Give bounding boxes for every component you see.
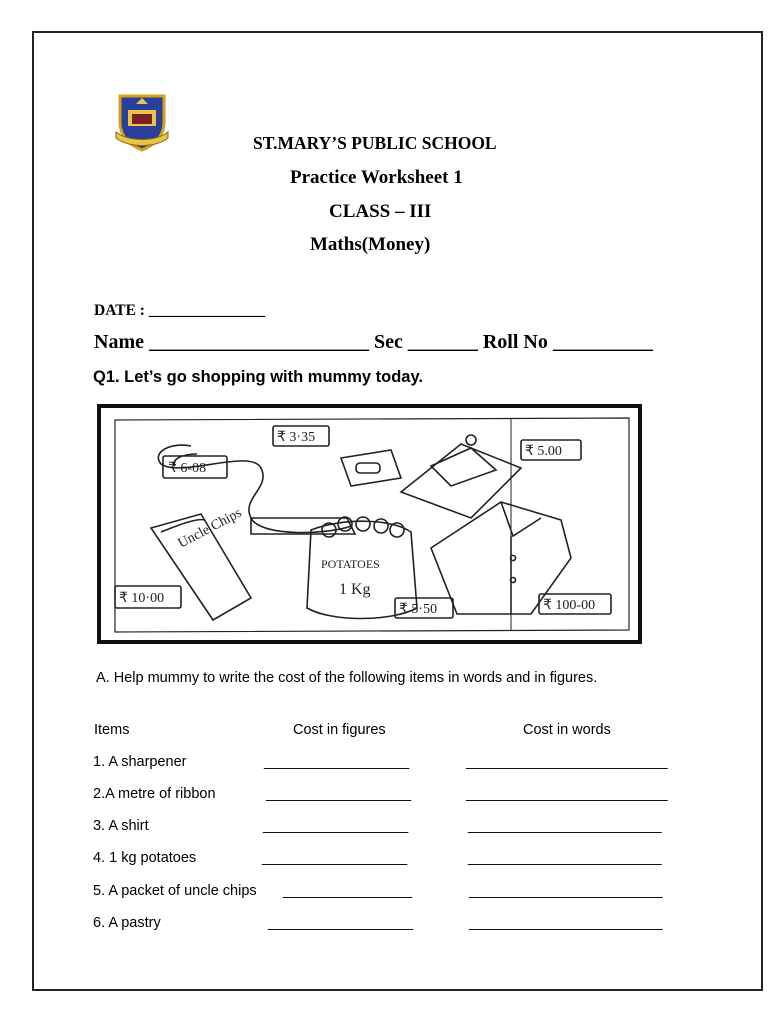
words-blank[interactable]: ________________________ [468,850,662,866]
words-blank[interactable]: ________________________ [469,915,663,931]
header-cost-words: Cost in words [523,722,611,738]
shopping-items-drawing [101,408,638,640]
school-name: ST.MARY’S PUBLIC SCHOOL [253,133,497,153]
item-label: 3. A shirt [93,818,149,834]
price-tag-ribbon: ₹ 6-08 [168,461,207,476]
price-tag-chips: ₹ 10·00 [119,591,165,606]
item-label: 5. A packet of uncle chips [93,883,257,899]
price-tag-pastry: ₹ 5.00 [525,444,562,459]
weight-label: 1 Kg [339,581,371,598]
school-crest-logo [114,92,170,152]
shopping-illustration [97,404,642,644]
words-blank[interactable]: _________________________ [466,786,668,802]
figures-blank[interactable]: ________________ [283,883,413,899]
words-blank[interactable]: ________________________ [469,883,663,899]
item-label: 1. A sharpener [93,754,187,770]
price-tag-shirt: ₹ 100-00 [543,598,596,613]
question-title: Q1. Let’s go shopping with mummy today. [93,368,424,386]
figures-blank[interactable]: __________________ [266,786,412,802]
words-blank[interactable]: ________________________ [468,818,662,834]
potatoes-label: POTATOES [321,557,380,571]
price-tag-potatoes: ₹ 5·50 [399,602,438,617]
name-section-roll-field[interactable]: Name ______________________ Sec _______ Roll No __________ [94,331,653,353]
figures-blank[interactable]: __________________ [263,818,409,834]
item-label: 6. A pastry [93,915,161,931]
figures-blank[interactable]: __________________ [268,915,414,931]
figures-blank[interactable]: __________________ [264,754,410,770]
figures-blank[interactable]: __________________ [262,850,408,866]
subject-label: Maths(Money) [310,234,431,255]
class-label: CLASS – III [329,201,432,222]
date-field[interactable]: DATE : _______________ [94,302,266,319]
chips-label: Uncle Chips [175,505,245,552]
header-items: Items [94,722,130,738]
instruction-text: A. Help mummy to write the cost of the following items in words and in figures. [96,670,598,686]
header-cost-figures: Cost in figures [293,722,386,738]
worksheet-title: Practice Worksheet 1 [290,167,463,188]
words-blank[interactable]: _________________________ [466,754,668,770]
price-tag-sharpener: ₹ 3·35 [277,430,316,445]
item-label: 4. 1 kg potatoes [93,850,197,866]
item-label: 2.A metre of ribbon [93,786,216,802]
